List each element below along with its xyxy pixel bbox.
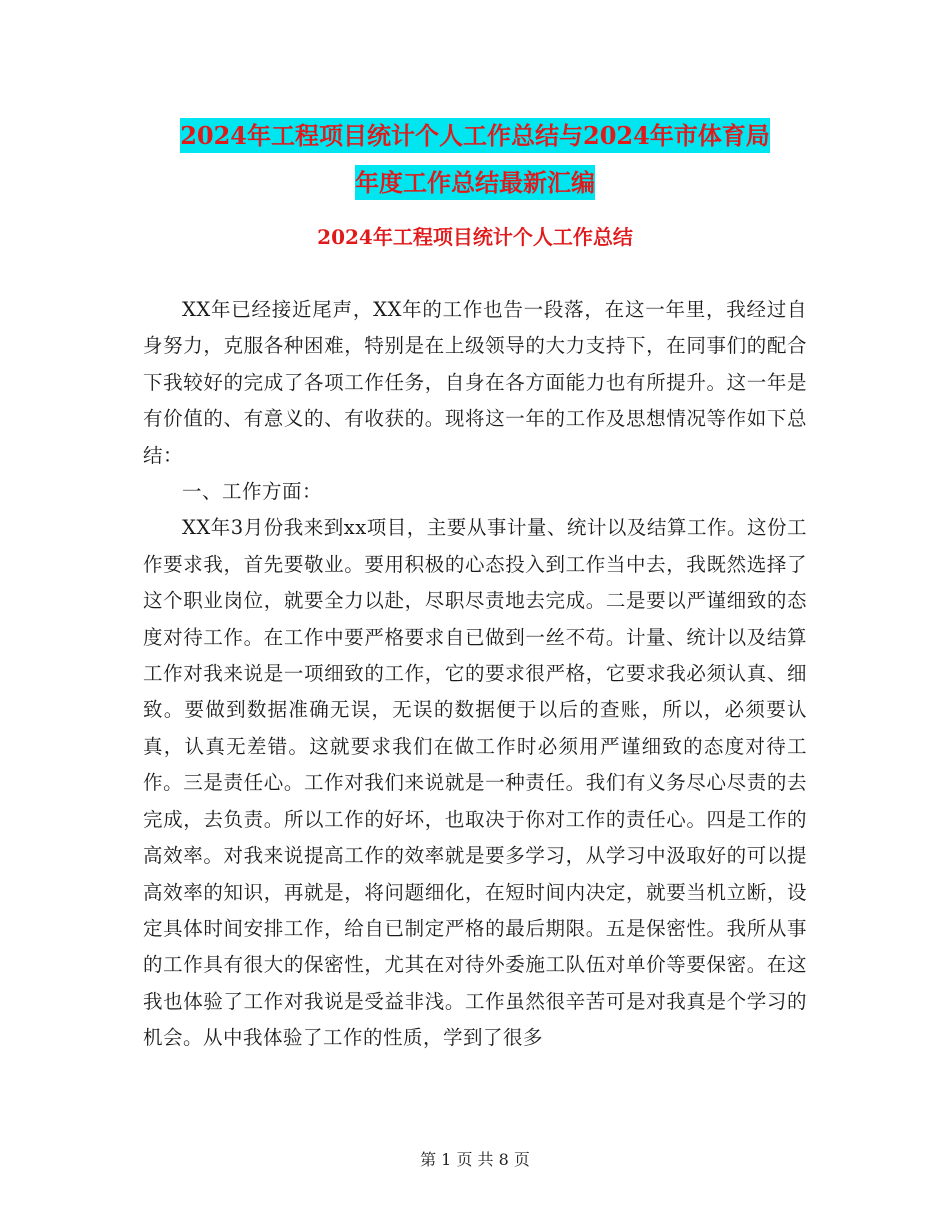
- document-title: [0, 112, 950, 206]
- page-footer: 第 1 页 共 8 页: [420, 1150, 530, 1169]
- title-line-2: 年度工作总结最新汇编: [355, 165, 595, 200]
- title-line-1: 2024年工程项目统计个人工作总结与2024年市体育局: [180, 118, 770, 153]
- section-title: 2024年工程项目统计个人工作总结: [317, 225, 633, 249]
- paragraph: XX年已经接近尾声，XX年的工作也告一段落，在这一年里，我经过自身努力，克服各种困难，特别是在上级领导的大力支持下，在同事们的配合下我较好的完成了各项工作任务，自身在各方面能力也有所提升。这一年是有价值的、有意义的、有收获的。现将这一年的工作及思想情况等作如下总结：: [143, 298, 807, 467]
- body-text: [143, 292, 807, 1057]
- paragraph: XX年3月份我来到xx项目，主要从事计量、统计以及结算工作。这份工作要求我，首先要敬业。要用积极的心态投入到工作当中去，我既然选择了这个职业岗位，就要全力以赴，尽职尽责地去完成。二是要以严谨细致的态度对待工作。在工作中要严格要求自已做到一丝不苟。计量、统计以及结算工作对我来说是一项细致的工作，它的要求很严格，它要求我必须认真、细致。要做到数据准确无误，无误的数据便于以后的查账，所以，必须要认真，认真无差错。这就要求我们在做工作时必须用严谨细致的态度对待工作。三是责任心。工作对我们来说就是一种责任。我们有义务尽心尽责的去完成，去负责。所以工作的好坏，也取决于你对工作的责任心。四是工作的高效率。对我来说提高工作的效率就是要多学习，从学习中汲取好的可以提高效率的知识，再就是，将问题细化，在短时间内决定，就要当机立断，设定具体时间安排工作，给自已制定严格的最后期限。五是保密性。我所从事的工作具有很大的保密性，尤其在对待外委施工队伍对单价等要保密。在这我也体验了工作对我说是受益非浅。工作虽然很辛苦可是对我真是个学习的机会。从中我体验了工作的性质，学到了很多: [143, 516, 807, 1050]
- paragraph-heading: 一、工作方面：: [182, 480, 323, 504]
